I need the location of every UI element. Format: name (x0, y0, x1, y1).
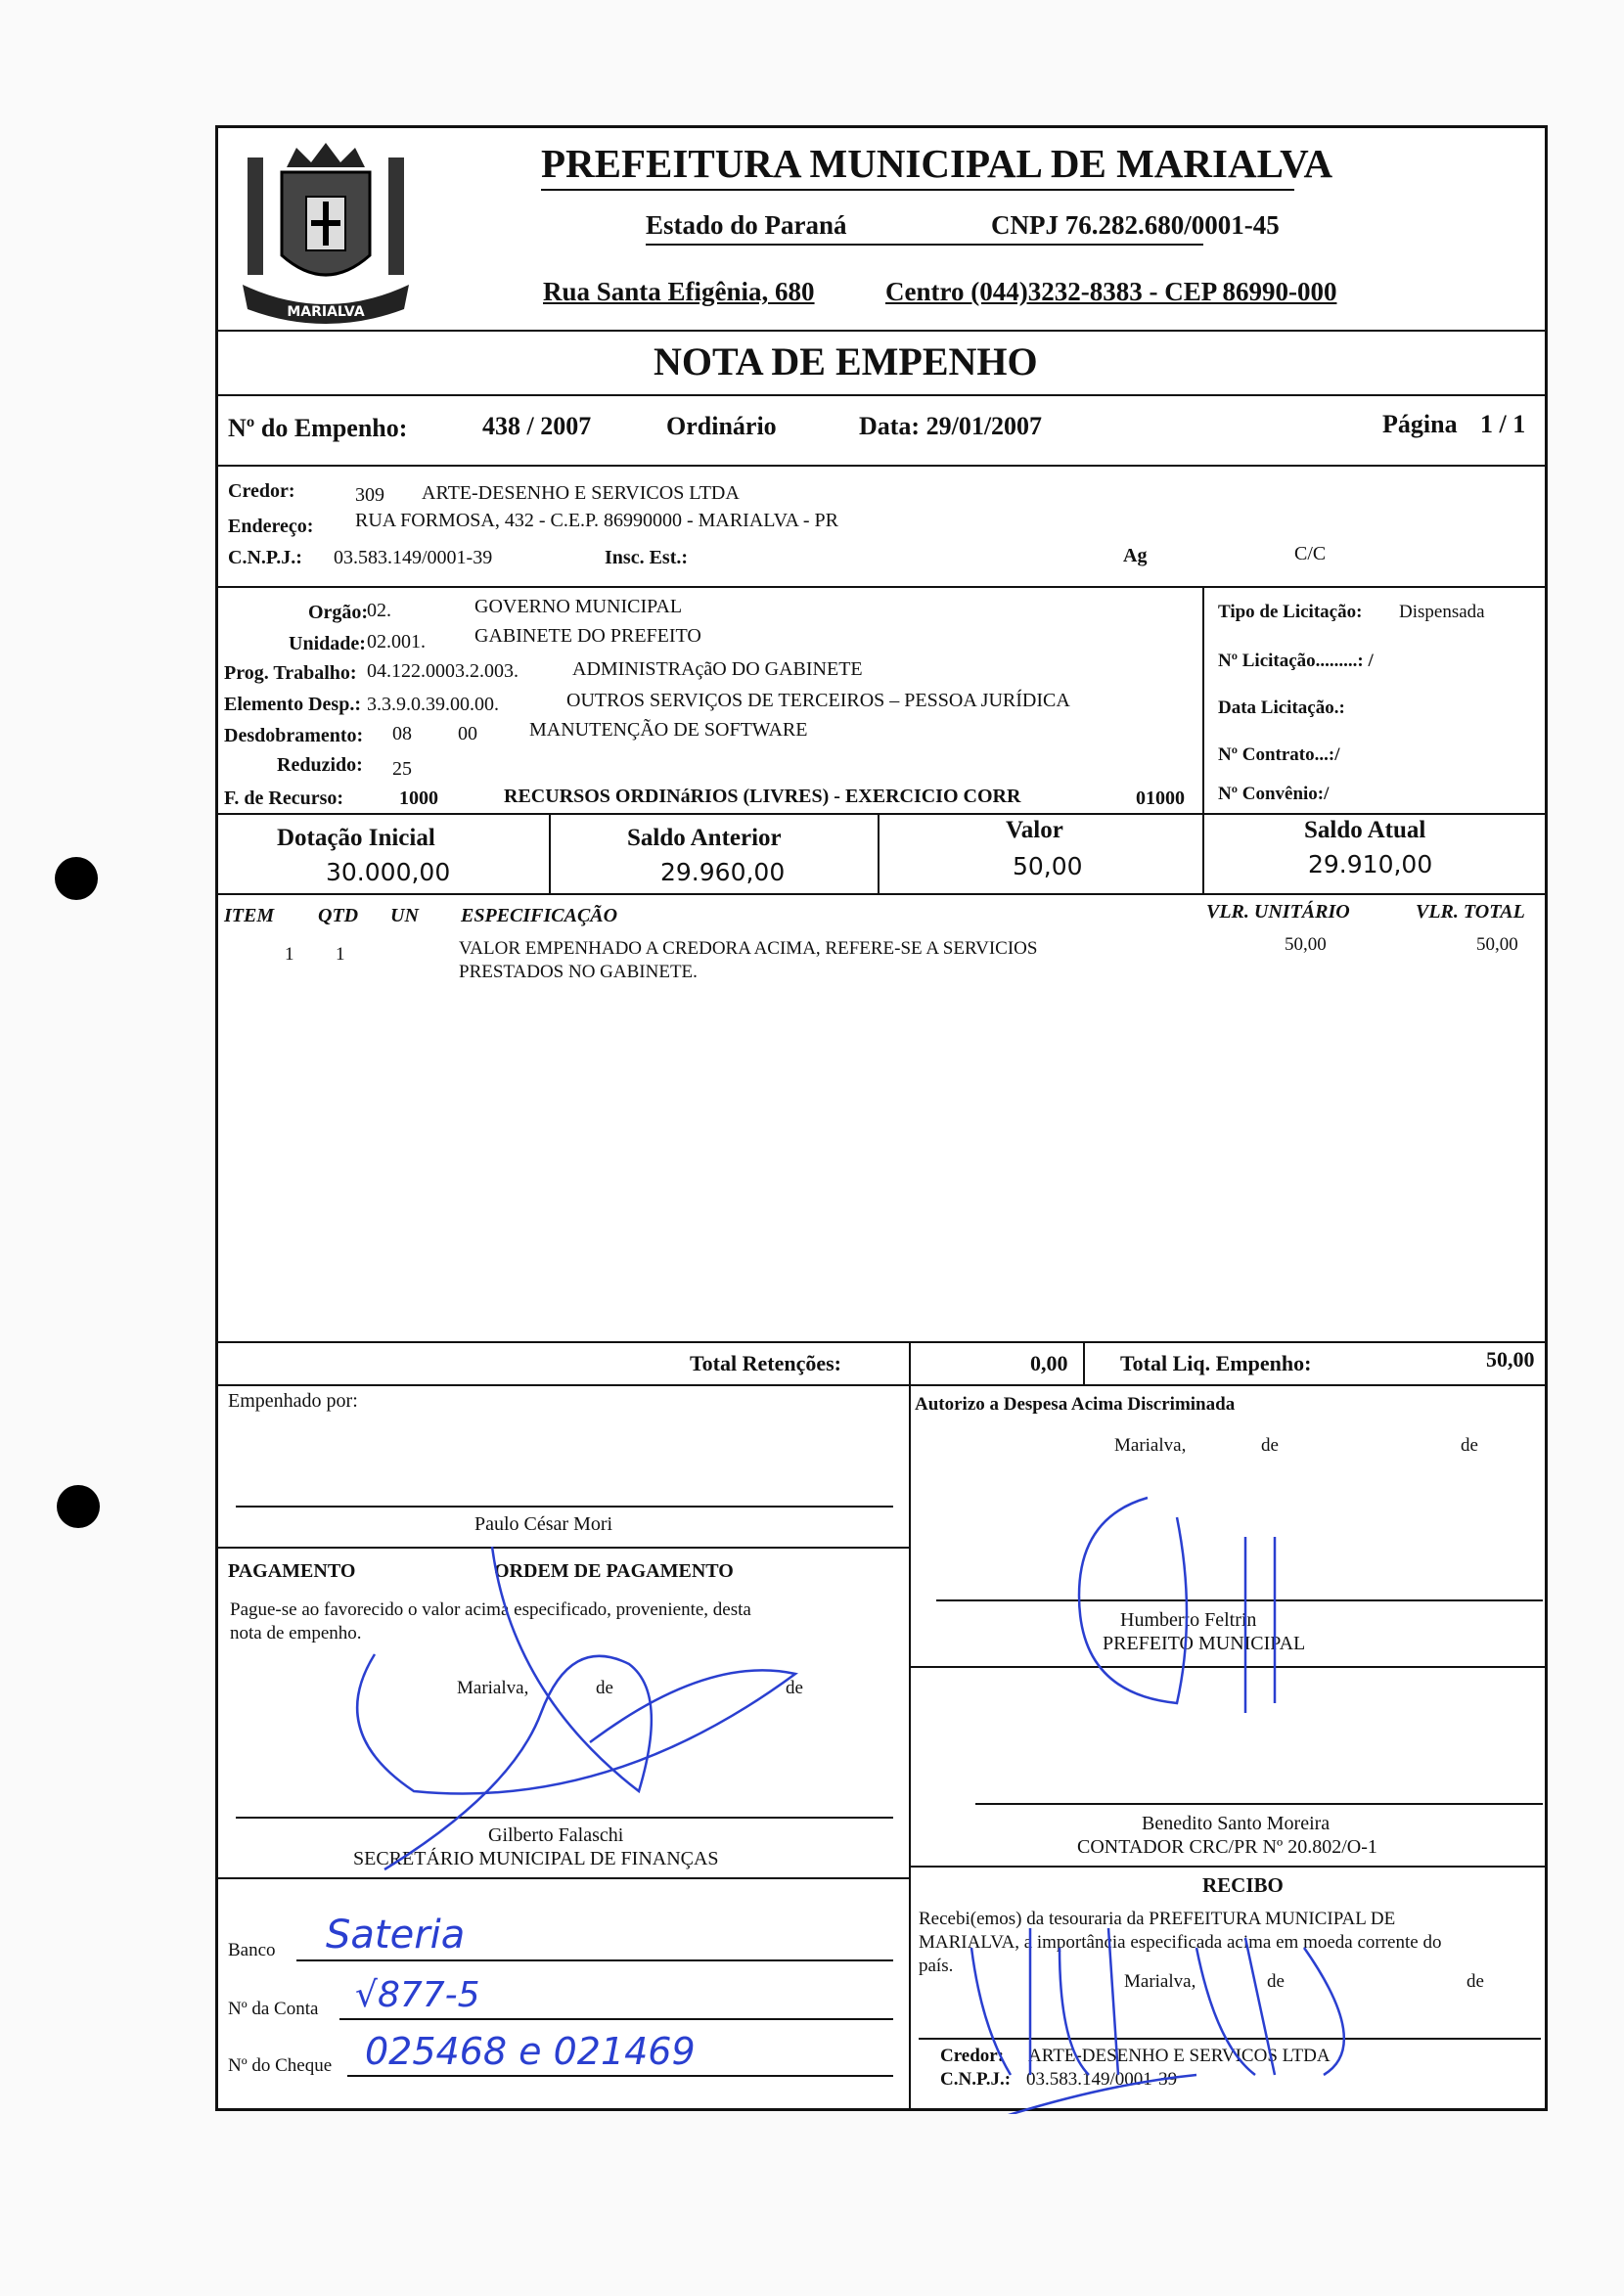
orgao-name: GOVERNO MUNICIPAL (474, 596, 683, 617)
pagamento-heading: PAGAMENTO (228, 1560, 356, 1582)
col-qtd: QTD (318, 905, 359, 926)
pagamento-de-2: de (786, 1678, 803, 1698)
header-address-rest: Centro (044)3232-8383 - CEP 86990-000 (885, 277, 1337, 306)
licitacao-date: Data Licitação.: (1218, 698, 1345, 718)
recibo-cnpj-label: C.N.P.J.: (940, 2069, 1012, 2090)
recibo-cnpj: 03.583.149/0001-39 (1026, 2069, 1178, 2090)
elemento-desp-code: 3.3.9.0.39.00.00. (367, 694, 499, 715)
credor-label: Credor: (228, 480, 295, 502)
credor-address-label: Endereço: (228, 516, 314, 537)
nota-de-empenho-form (215, 125, 1548, 2111)
item-spec-line1: VALOR EMPENHADO A CREDORA ACIMA, REFERE-SE A SERVICIOS (459, 938, 1038, 959)
binder-hole-top (55, 857, 98, 900)
signatory-feltrin-role: PREFEITO MUNICIPAL (1103, 1633, 1306, 1654)
credor-cnpj: 03.583.149/0001-39 (334, 547, 493, 568)
total-liquido-value: 50,00 (1486, 1347, 1535, 1372)
autorizo-city: Marialva, (1114, 1435, 1187, 1456)
item-unit-value: 50,00 (1285, 934, 1327, 955)
credor-name: ARTE-DESENHO E SERVICOS LTDA (422, 482, 740, 504)
credor-address: RUA FORMOSA, 432 - C.E.P. 86990000 - MARIALVA - PR (355, 510, 838, 531)
convenio-number: Nº Convênio:/ (1218, 784, 1330, 804)
empenhado-por-label: Empenhado por: (228, 1390, 358, 1412)
signatory-mori: Paulo César Mori (474, 1513, 613, 1535)
recurso-code: 1000 (399, 788, 438, 809)
recurso-number: 01000 (1136, 788, 1185, 809)
signatory-moreira-role: CONTADOR CRC/PR Nº 20.802/O-1 (1077, 1836, 1377, 1858)
prog-trabalho-label: Prog. Trabalho: (224, 662, 357, 684)
tipo-licitacao-value: Dispensada (1399, 602, 1485, 622)
recibo-text-line2: MARIALVA, a importância especificada acima em moeda corrente do (919, 1932, 1442, 1953)
header-address: Rua Santa Efigênia, 680 (543, 277, 815, 306)
pague-text-line1: Pague-se ao favorecido o valor acima especificado, proveniente, desta (230, 1599, 751, 1620)
cc-label: C/C (1294, 543, 1327, 564)
recibo-text-line3: país. (919, 1956, 954, 1976)
header-cnpj: CNPJ 76.282.680/0001-45 (991, 210, 1280, 240)
elemento-desp-label: Elemento Desp.: (224, 694, 361, 715)
desdobramento-label: Desdobramento: (224, 725, 364, 746)
header-state: Estado do Paraná (646, 210, 847, 240)
desdobramento-name: MANUTENÇÃO DE SOFTWARE (529, 719, 808, 741)
desdobramento-a: 08 (392, 723, 412, 744)
signatory-feltrin: Humberto Feltrin (1120, 1609, 1257, 1631)
signature-strokes (218, 128, 1547, 2114)
empenho-number-value: 438 / 2007 (482, 412, 592, 440)
conta-label: Nº da Conta (228, 1999, 319, 2019)
col-vlr-unitario: VLR. UNITÁRIO (1206, 901, 1350, 923)
contrato-number: Nº Contrato...:/ (1218, 744, 1340, 765)
recibo-city: Marialva, (1124, 1971, 1196, 1992)
cheque-label: Nº do Cheque (228, 2055, 333, 2076)
item-qtd: 1 (336, 944, 345, 965)
saldo-anterior-value: 29.960,00 (660, 858, 786, 886)
cheque-handwritten: 025468 e 021469 (365, 2030, 696, 2073)
empenho-number-label: Nº do Empenho: (228, 414, 408, 442)
orgao-label: Orgão: (308, 602, 369, 623)
autorizo-de-1: de (1261, 1435, 1279, 1456)
elemento-desp-name: OUTROS SERVIÇOS DE TERCEIROS – PESSOA JURÍDICA (566, 690, 1070, 711)
recibo-de-2: de (1466, 1971, 1484, 1992)
item-number: 1 (285, 944, 294, 965)
total-retencoes-label: Total Retenções: (690, 1351, 841, 1375)
dotacao-inicial-label: Dotação Inicial (277, 825, 435, 851)
page-value: 1 / 1 (1480, 410, 1526, 438)
recurso-label: F. de Recurso: (224, 788, 344, 809)
reduzido-value: 25 (392, 758, 412, 780)
svg-text:MARIALVA: MARIALVA (287, 304, 365, 320)
insc-est-label: Insc. Est.: (605, 547, 689, 568)
unidade-code: 02.001. (367, 631, 426, 653)
prog-trabalho-name: ADMINISTRAçãO DO GABINETE (572, 658, 863, 680)
prog-trabalho-code: 04.122.0003.2.003. (367, 660, 519, 682)
total-retencoes-value: 0,00 (1030, 1351, 1068, 1375)
banco-label: Banco (228, 1940, 276, 1960)
saldo-atual-label: Saldo Atual (1304, 817, 1426, 843)
recibo-text-line1: Recebi(emos) da tesouraria da PREFEITURA MUNICIPAL DE (919, 1909, 1396, 1929)
tipo-licitacao-label: Tipo de Licitação: (1218, 602, 1363, 622)
reduzido-label: Reduzido: (277, 754, 363, 776)
item-spec-line2: PRESTADOS NO GABINETE. (459, 962, 698, 982)
conta-handwritten: √877-5 (355, 1975, 480, 2015)
unidade-label: Unidade: (289, 633, 366, 654)
document-title: NOTA DE EMPENHO (654, 339, 1038, 383)
col-especificacao: ESPECIFICAÇÃO (461, 905, 618, 926)
pagamento-city: Marialva, (457, 1678, 529, 1698)
signatory-falaschi-role: SECRETÁRIO MUNICIPAL DE FINANÇAS (353, 1848, 719, 1869)
signatory-moreira: Benedito Santo Moreira (1142, 1813, 1331, 1834)
recibo-credor-label: Credor: (940, 2046, 1005, 2066)
recibo-heading: RECIBO (1202, 1873, 1284, 1897)
valor-value: 50,00 (1013, 852, 1083, 880)
banco-handwritten: Sateria (326, 1913, 466, 1958)
credor-cnpj-label: C.N.P.J.: (228, 547, 302, 568)
binder-hole-bottom (57, 1485, 100, 1528)
header-title: PREFEITURA MUNICIPAL DE MARIALVA (541, 141, 1333, 186)
autorizo-de-2: de (1461, 1435, 1478, 1456)
recibo-credor-name: ARTE-DESENHO E SERVICOS LTDA (1028, 2046, 1331, 2066)
autorizo-heading: Autorizo a Despesa Acima Discriminada (915, 1394, 1236, 1415)
saldo-atual-value: 29.910,00 (1308, 850, 1433, 878)
dotacao-inicial-value: 30.000,00 (326, 858, 451, 886)
recibo-de-1: de (1267, 1971, 1285, 1992)
ag-label: Ag (1123, 545, 1148, 566)
desdobramento-b: 00 (458, 723, 477, 744)
col-vlr-total: VLR. TOTAL (1416, 901, 1525, 923)
ordem-pagamento-heading: ORDEM DE PAGAMENTO (494, 1560, 734, 1582)
empenho-date: Data: 29/01/2007 (859, 412, 1043, 440)
credor-code: 309 (355, 484, 384, 506)
total-liquido-label: Total Liq. Empenho: (1120, 1351, 1312, 1375)
orgao-code: 02. (367, 600, 391, 621)
col-un: UN (390, 905, 419, 926)
unidade-name: GABINETE DO PREFEITO (474, 625, 701, 647)
col-item: ITEM (224, 905, 275, 926)
licitacao-number: Nº Licitação.........: / (1218, 651, 1374, 671)
saldo-anterior-label: Saldo Anterior (627, 825, 782, 851)
valor-label: Valor (1006, 817, 1063, 843)
item-total-value: 50,00 (1476, 934, 1518, 955)
pague-text-line2: nota de empenho. (230, 1623, 362, 1643)
recurso-name: RECURSOS ORDINáRIOS (LIVRES) - EXERCICIO CORR (504, 786, 1021, 807)
empenho-type: Ordinário (666, 412, 777, 440)
signatory-falaschi: Gilberto Falaschi (488, 1824, 624, 1846)
page-label: Página (1382, 410, 1458, 438)
pagamento-de-1: de (596, 1678, 613, 1698)
